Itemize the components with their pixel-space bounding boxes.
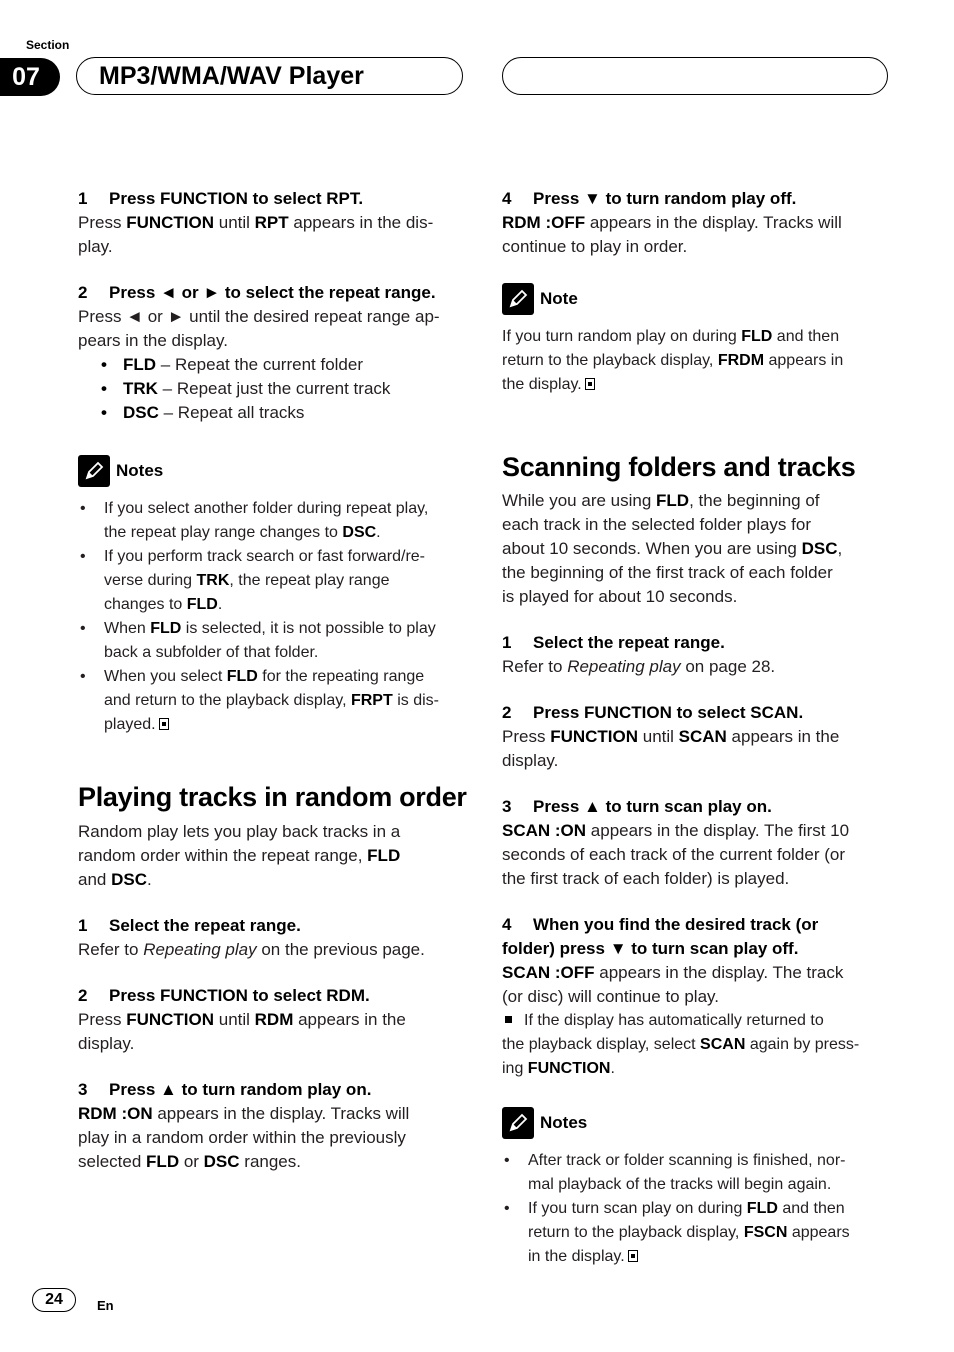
- scan-step-2-body: Press FUNCTION until SCAN appears in the display.: [502, 727, 840, 770]
- note-body: If you turn random play on during FLD and then return to the playback display, FRDM appears in the display.: [502, 328, 844, 393]
- step-2-body: Press ◄ or ► until the desired repeat range ap- pears in the display.: [78, 307, 440, 350]
- list-item: • TRK – Repeat just the current track: [78, 377, 470, 401]
- end-mark-icon: [628, 1250, 638, 1262]
- random-section: [78, 780, 470, 1174]
- repeat-range-list: [78, 353, 470, 425]
- page-title: MP3/WMA/WAV Player: [76, 57, 463, 95]
- random-step-4-title: 4 Press ▼ to turn random play off.: [502, 189, 797, 208]
- scan-step-4-body: SCAN :OFF appears in the display. The track (or disc) will continue to play.: [502, 963, 844, 1006]
- random-step-2-title: 2 Press FUNCTION to select RDM.: [78, 986, 370, 1005]
- scan-step-2-title: 2 Press FUNCTION to select SCAN.: [502, 703, 804, 722]
- scan-heading: Scanning folders and tracks: [502, 452, 856, 482]
- random-intro: Random play lets you play back tracks in a random order within the repeat range, FLD and DSC.: [78, 822, 401, 889]
- square-bullet-icon: [505, 1016, 512, 1023]
- random-step-4-body: RDM :OFF appears in the display. Tracks will continue to play in order.: [502, 213, 842, 256]
- pencil-icon: [502, 283, 534, 315]
- notes-heading: Notes: [502, 1107, 892, 1139]
- right-column: [502, 187, 894, 397]
- scan-intro: While you are using FLD, the beginning of each track in the selected folder plays for about 10 seconds. When you are using DSC, the beginning of the first track of each folder is played for about 10 seconds.: [502, 491, 843, 606]
- random-step-3-title: 3 Press ▲ to turn random play on.: [78, 1080, 372, 1099]
- scan-step-4-extra: If the display has automatically returned to the playback display, select SCAN again by press- ing FUNCTION.: [502, 1012, 860, 1077]
- step-2-title: 2 Press ◄ or ► to select the repeat range.: [78, 283, 436, 302]
- list-item: • When you select FLD for the repeating range and return to the playback display, FRPT is dis- played.: [78, 665, 470, 737]
- scan-step-3-body: SCAN :ON appears in the display. The first 10 seconds of each track of the current folder (or the first track of each folder) is played.: [502, 821, 850, 888]
- random-heading: Playing tracks in random order: [78, 782, 467, 812]
- random-step-1-body: Refer to Repeating play on the previous page.: [78, 940, 425, 959]
- scan-step-4-title: 4 When you find the desired track (or folder) press ▼ to turn scan play off.: [502, 915, 819, 958]
- list-item: • If you turn scan play on during FLD and then return to the playback display, FSCN appears in the display.: [502, 1197, 892, 1269]
- end-mark-icon: [159, 718, 169, 730]
- random-step-3-body: RDM :ON appears in the display. Tracks will play in a random order within the previously selected FLD or DSC ranges.: [78, 1104, 410, 1171]
- pencil-icon: [78, 455, 110, 487]
- list-item: • When FLD is selected, it is not possible to play back a subfolder of that folder.: [78, 617, 470, 665]
- empty-title-pill: [502, 57, 888, 95]
- section-number-badge: 07: [0, 58, 60, 96]
- language-label: En: [97, 1298, 114, 1313]
- left-column: [78, 187, 470, 737]
- pencil-icon: [502, 1107, 534, 1139]
- notes-list: [502, 1149, 892, 1269]
- list-item: • If you perform track search or fast forward/re- verse during TRK, the repeat play range changes to FLD.: [78, 545, 470, 617]
- step-1-body: Press FUNCTION until RPT appears in the dis- play.: [78, 213, 434, 256]
- notes-heading: Notes: [78, 455, 470, 487]
- random-step-2-body: Press FUNCTION until RDM appears in the display.: [78, 1010, 406, 1053]
- scan-step-3-title: 3 Press ▲ to turn scan play on.: [502, 797, 772, 816]
- list-item: • FLD – Repeat the current folder: [78, 353, 470, 377]
- scan-step-1-title: 1 Select the repeat range.: [502, 633, 725, 652]
- scan-section: [502, 450, 892, 1269]
- list-item: • After track or folder scanning is finished, nor- mal playback of the tracks will begin again.: [502, 1149, 892, 1197]
- scan-step-1-body: Refer to Repeating play on page 28.: [502, 657, 776, 676]
- list-item: • If you select another folder during repeat play, the repeat play range changes to DSC.: [78, 497, 470, 545]
- step-1-title: 1 Press FUNCTION to select RPT.: [78, 189, 364, 208]
- page-number: 24: [32, 1288, 76, 1312]
- random-step-1-title: 1 Select the repeat range.: [78, 916, 301, 935]
- note-heading: Note: [502, 283, 894, 315]
- section-label: Section: [26, 38, 70, 52]
- list-item: • DSC – Repeat all tracks: [78, 401, 470, 425]
- end-mark-icon: [585, 378, 595, 390]
- notes-list: [78, 497, 470, 737]
